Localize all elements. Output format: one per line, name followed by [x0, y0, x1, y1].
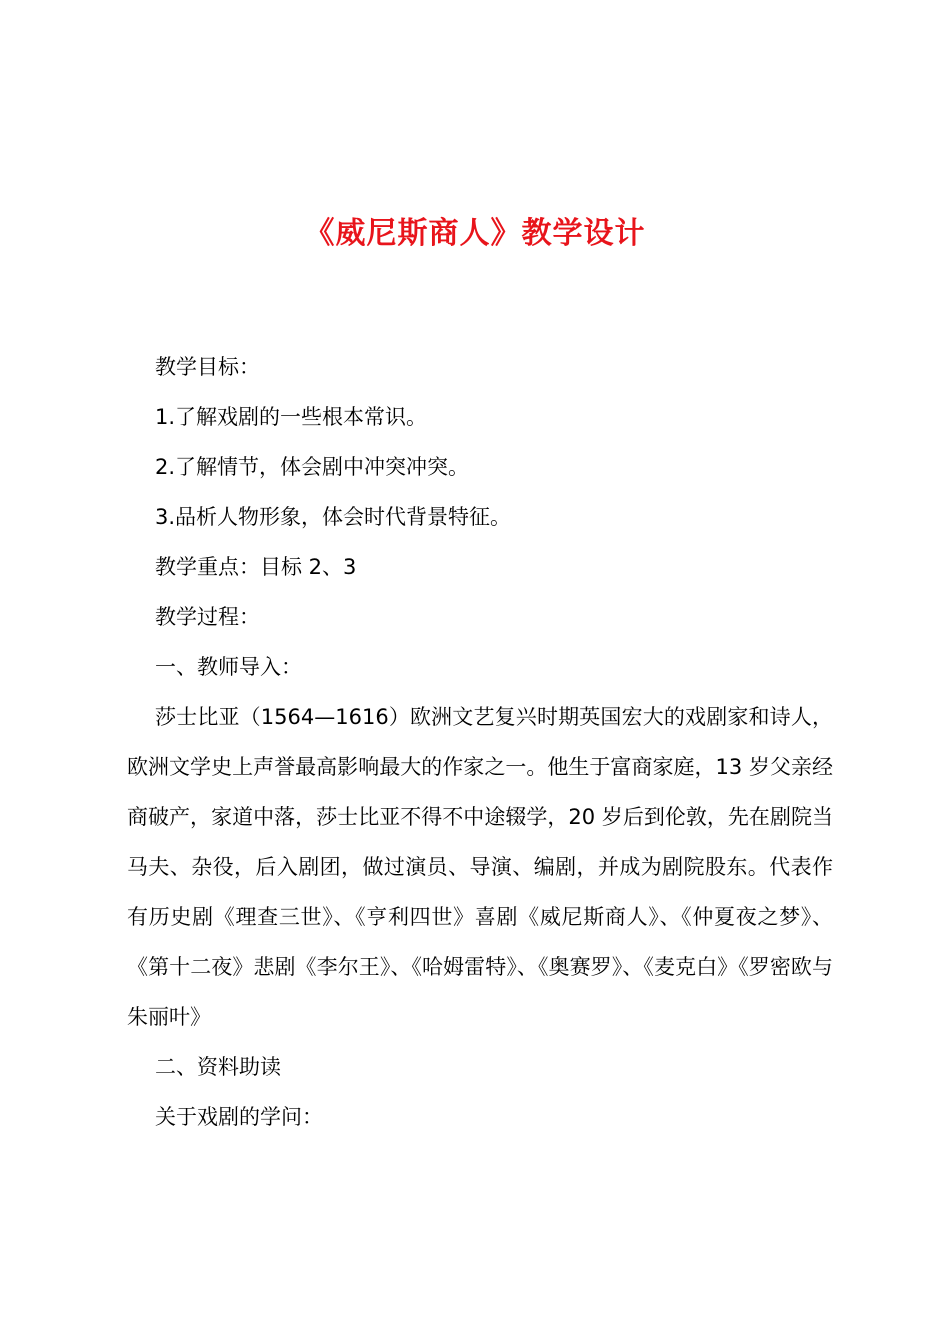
shakespeare-intro-paragraph: 莎士比亚（1564—1616）欧洲文艺复兴时期英国宏大的戏剧家和诗人，欧洲文学史上声誉最高影响最大的作家之一。他生于富商家庭，13 岁父亲经商破产，家道中落，莎士比亚不得不中途辍学，20 岁后到伦敦，先在剧院当马夫、杂役，后入剧团，做过演员、导演、编剧，并成为剧院股东。代表作有历史剧《理查三世》、《亨利四世》喜剧《威尼斯商人》、《仲夏夜之梦》、《第十二夜》悲剧《李尔王》、《哈姆雷特》、《奥赛罗》、《麦克白》《罗密欧与朱丽叶》 — [127, 705, 833, 1029]
teaching-process-heading: 教学过程： — [155, 605, 260, 629]
section-teacher-intro-heading: 一、教师导入： — [155, 655, 302, 679]
section-reading-materials-heading: 二、资料助读 — [155, 1055, 281, 1079]
document-body — [127, 342, 833, 1142]
goal-item-3: 3.品析人物形象，体会时代背景特征。 — [155, 505, 512, 529]
teaching-focus: 教学重点：目标 2、3 — [155, 555, 357, 579]
teaching-goals-heading: 教学目标： — [155, 355, 260, 379]
drama-knowledge-heading: 关于戏剧的学问： — [155, 1105, 323, 1129]
goal-item-1: 1.了解戏剧的一些根本常识。 — [155, 405, 428, 429]
document-title: 《威尼斯商人》教学设计 — [304, 216, 646, 251]
goal-item-2: 2.了解情节，体会剧中冲突冲突。 — [155, 455, 470, 479]
